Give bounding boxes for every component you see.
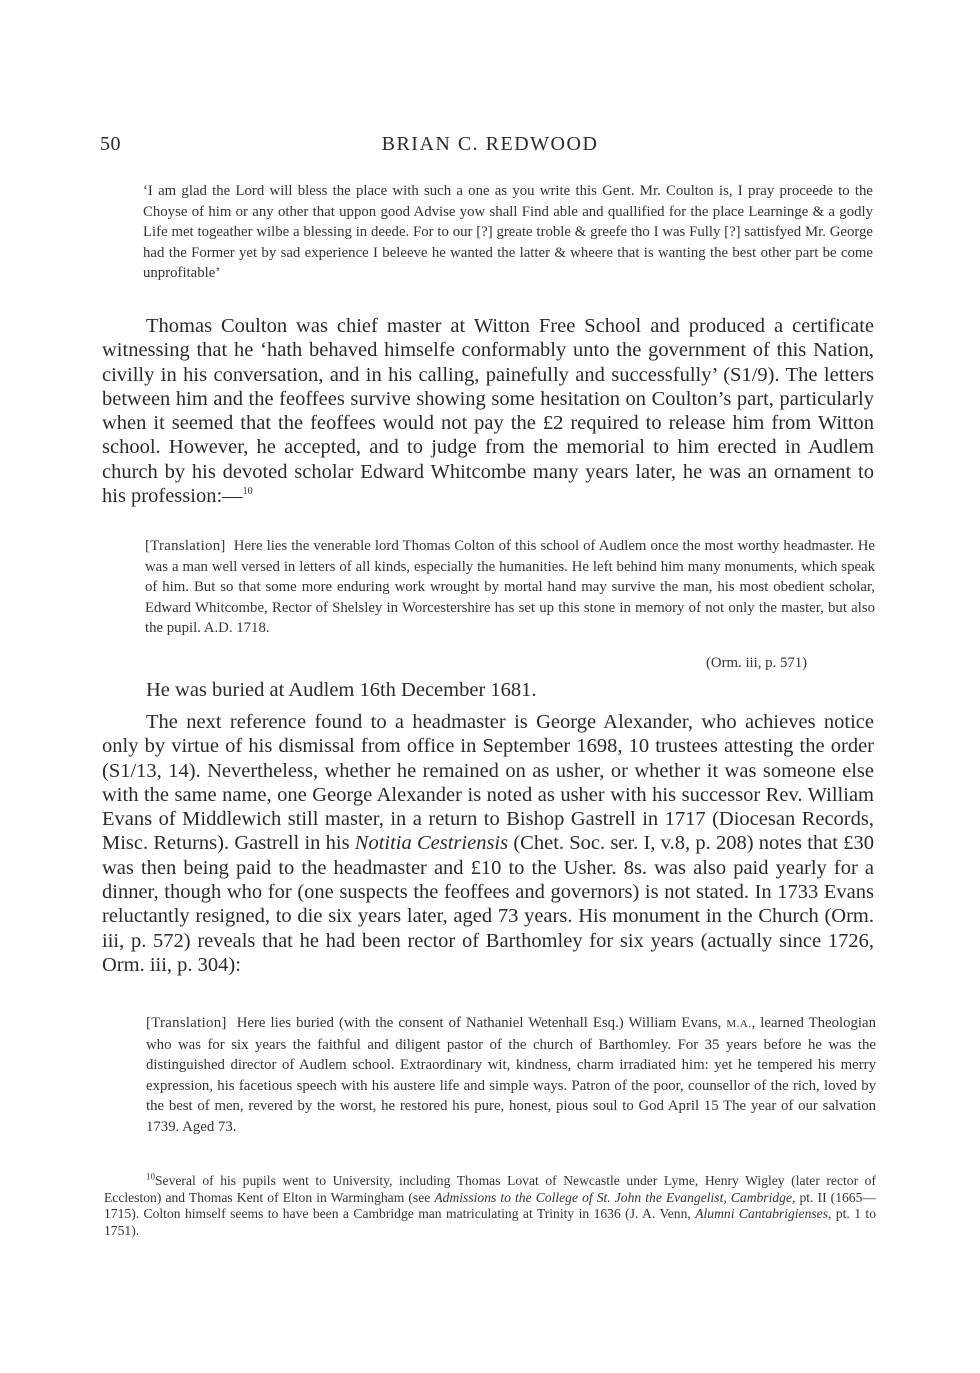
footnote <box>104 1173 876 1239</box>
block-quote-letter: ‘I am glad the Lord will bless the place with such a one as you write this Gent. Mr. Coulton is, I pray proceede to the Choyse of him or any other that uppon good Advise yow shall Find able and quallified for the place Learninge & a godly Life met togeather wilbe a blessing in deede. For to our [?] greate troble & greefe tho I was Fully [?] sattisfyed Mr. George had the Former yet by sad experience I beleeve he wanted the latter & wheere that is wanting the best other part be come unprofitable’ <box>143 183 873 281</box>
paragraph-headmaster-text-1: The next reference found to a headmaster is George Alexander, who achieves notice only by virtue of his dismissal from office in September 1698, 10 trustees attesting the order (S1/13, 14). Nevertheless, whether he remained on as usher, or whether it was someone else with the same name, one George Alexander is noted as usher with his successor Rev. William Evans of Middlewich still master, in a return to Bishop Gastrell in 1717 (Diocesan Records, Misc. Returns). Gastrell in his <box>102 711 874 855</box>
block-quote-translation-colton <box>145 536 875 639</box>
paragraph-coulton <box>102 314 874 508</box>
footnote-title-2: Alumni Cantabrigienses <box>695 1206 829 1222</box>
block-quote-translation-evans <box>146 1013 876 1137</box>
translation-label: [Translation] <box>145 538 226 554</box>
translation-text: Here lies the venerable lord Thomas Colton of this school of Audlem once the most worthy headmaster. He was a man well versed in letters of all kinds, especially the humanities. He left behind him many monuments, which speak of him. But so that some more enduring work wrought by mortal hand may survive the man, his most obedient scholar, Edward Whitcombe, Rector of Shelsley in Worcestershire has set up this stone in memory of not only the master, but also the pupil. A.D. 1718. <box>145 538 875 636</box>
paragraph-headmaster-text-2: (Chet. Soc. ser. I, v.8, p. 208) notes that £30 was then being paid to the headmaster and £10 to the Usher. 8s. was also paid yearly for a dinner, though who for (one suspects the feoffees and governors) is not stated. In 1733 Evans reluctantly resigned, to die six years later, aged 73 years. His monument in the Church (Orm. iii, p. 572) reveals that he had been rector of Barthomley for six years (actually since 1726, Orm. iii, p. 304): <box>102 832 874 976</box>
footnote-ref: 10 <box>242 486 253 498</box>
degree-abbrev: M.A. <box>726 1018 752 1030</box>
paragraph-buried: He was buried at Audlem 16th December 1681. <box>146 679 537 701</box>
footnote-number: 10 <box>146 1171 155 1182</box>
citation-orm: (Orm. iii, p. 571) <box>706 655 808 671</box>
translation-text-2: , learned Theologian who was for six years the faithful and diligent pastor of the church of Barthomley. For 35 years before he was the distinguished director of Audlem school. Extraordinary wit, kindness, charm irradiated him: yet he tempered his merry expression, his facetious speech with his austere life and simple ways. Patron of the poor, counsellor of the rich, loved by the best of men, revered by the worst, he restored his pure, honest, pious soul to God April 15 The year of our salvation 1739. Aged 73. <box>146 1015 877 1135</box>
footnote-text-2: , pt. II (1665—1715). Colton himself seems to have been a Cambridge man matriculating at Trinity in 1636 (J. A. Venn, <box>104 1189 876 1222</box>
footnote-text-3: , pt. 1 to 1751). <box>104 1206 877 1238</box>
page-header <box>100 133 880 163</box>
translation-label: [Translation] <box>146 1015 227 1031</box>
paragraph-headmaster <box>102 710 874 977</box>
footnote-title-1: Admissions to the College of St. John the Evangelist, Cambridge <box>434 1189 793 1205</box>
notitia-title: Notitia Cestriensis <box>354 832 509 855</box>
paragraph-coulton-text: Thomas Coulton was chief master at Witton Free School and produced a certificate witnessing that he ‘hath behaved himselfe conformably unto the government of this Nation, civilly in his conversation, and in his calling, painefully and successfully’ (S1/9). The letters between him and the feoffees survive showing some hesitation on Coulton’s part, particularly when it seemed that the feoffees would not pay the £2 required to release him from Witton school. However, he accepted, and to judge from the memorial to him erected in Audlem church by his devoted scholar Edward Whitcombe many years later, he was an ornament to his profession:— <box>102 315 874 508</box>
running-head: BRIAN C. REDWOOD <box>381 133 599 155</box>
translation-text-1: Here lies buried (with the consent of Nathaniel Wetenhall Esq.) William Evans, <box>236 1015 727 1031</box>
footnote-text-1: Several of his pupils went to University, including Thomas Lovat of Newcastle under Lyme, Henry Wigley (later rector of Eccleston) and Thomas Kent of Elton in Warmingham (see <box>104 1173 876 1205</box>
page-number: 50 <box>100 133 121 155</box>
